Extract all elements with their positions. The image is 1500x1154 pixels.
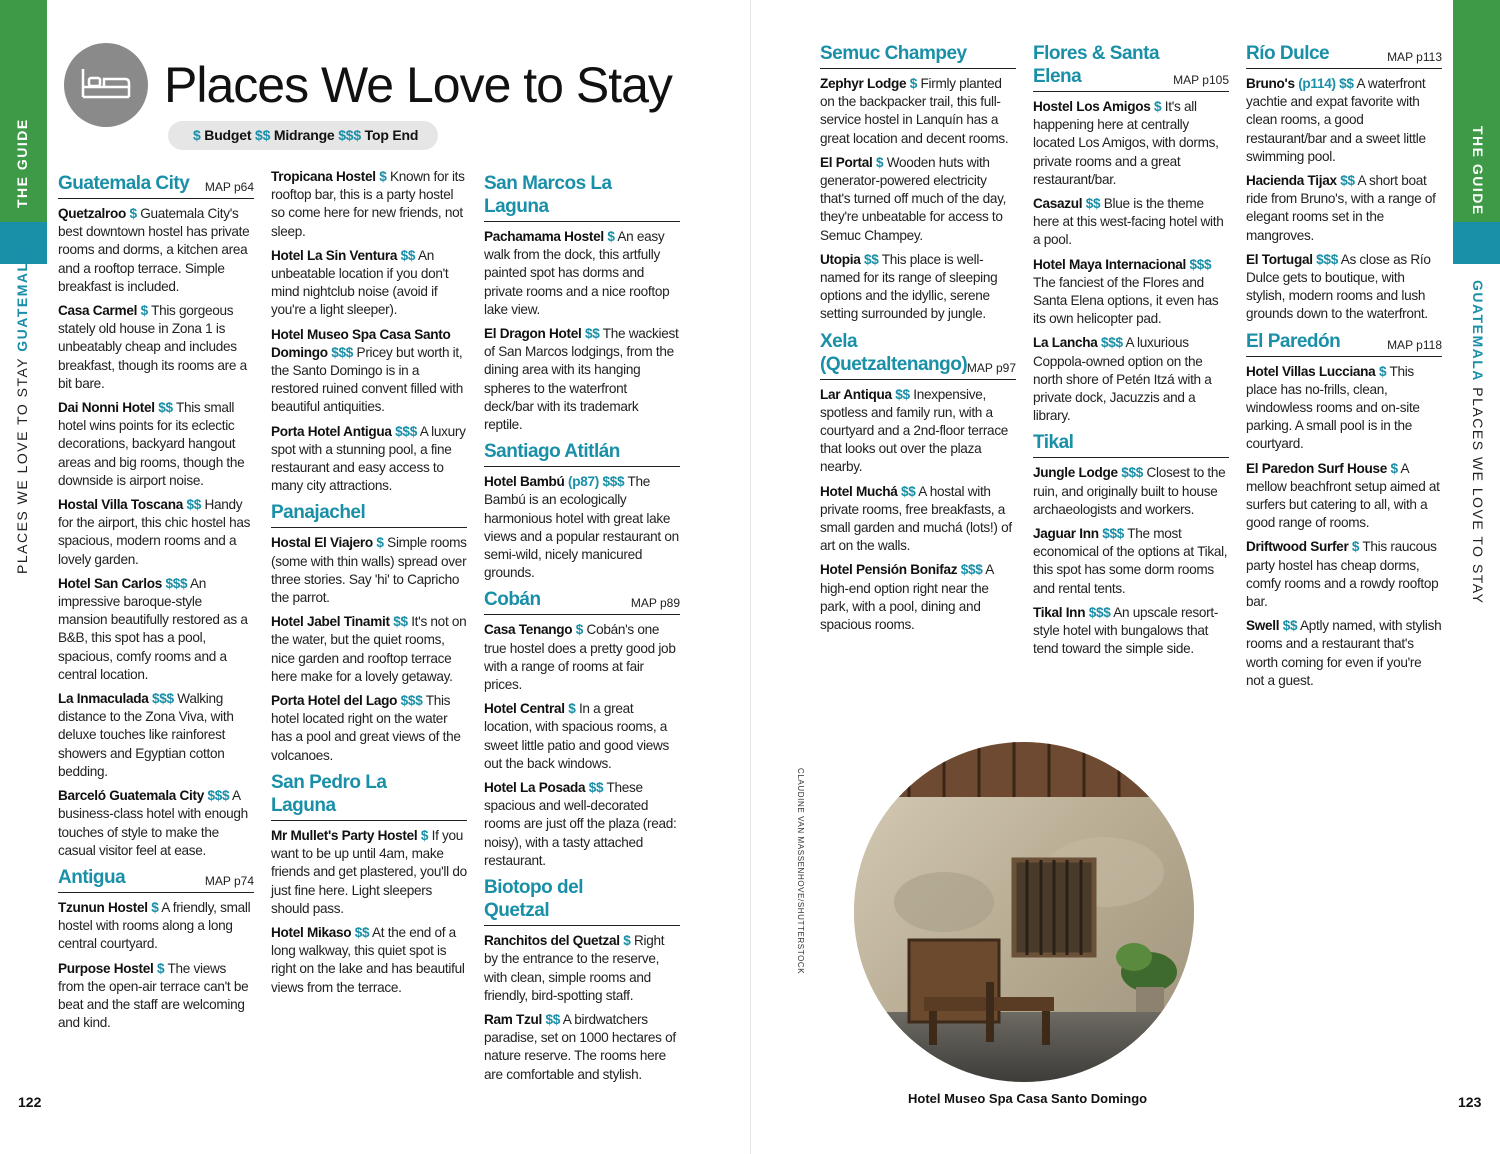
price-indicator: (p114) $$: [1298, 76, 1354, 91]
price-indicator: $: [1378, 363, 1387, 379]
region-heading: [484, 440, 680, 467]
hotel-description: A high-end option right near the park, with a pool, dining and spacious rooms.: [820, 562, 994, 633]
hotel-entry: [1033, 256, 1229, 329]
page-gutter: [750, 0, 751, 1154]
region-heading: [1033, 42, 1229, 92]
price-indicator: $$: [400, 247, 416, 263]
price-indicator: $: [379, 169, 387, 184]
region-heading: [1246, 42, 1442, 69]
hotel-name: Porta Hotel Antigua: [271, 423, 392, 439]
region-name: Panajachel: [271, 502, 366, 524]
hotel-name: Casa Carmel: [58, 303, 138, 319]
map-reference: MAP p97: [966, 360, 1016, 375]
hotel-description: Known for its rooftop bar, this is a party hostel so come here for new friends, not sleep.: [271, 169, 465, 239]
hotel-description: The wackiest of San Marcos lodgings, from the dining area with its hanging spheres to the waterfront deck/bar with its trademark reptile.: [484, 326, 679, 433]
hotel-description: As close as Río Dulce gets to boutique, with stylish, modern rooms and lush grounds down to the waterfront.: [1246, 251, 1431, 322]
hotel-name: Casazul: [1033, 196, 1083, 212]
guide-tab-accent: [1453, 222, 1500, 264]
region-name: Biotopo del Quetzal: [484, 877, 583, 922]
price-indicator: $$$: [1101, 335, 1123, 351]
hotel-name: Hotel Maya Internacional: [1033, 256, 1186, 272]
hotel-description: Walking distance to the Zona Viva, with deluxe touches like rainforest showers and Egyptian cotton bedding.: [58, 691, 234, 779]
hotel-name: Driftwood Surfer: [1246, 539, 1349, 555]
hotel-entry: [820, 251, 1016, 324]
hotel-description: This place has no-frills, clean, windowless rooms and on-site parking. A small pool is in the courtyard.: [1246, 363, 1420, 452]
hotel-name: Purpose Hostel: [58, 960, 154, 976]
photo-caption: Hotel Museo Spa Casa Santo Domingo: [908, 1091, 1148, 1106]
hotel-description: These spacious and well-decorated rooms are just off the plaza (read: noisy), with a tasty attached restaurant.: [484, 780, 677, 868]
hotel-name: Hotel La Sin Ventura: [271, 247, 398, 263]
price-indicator: $$$: [331, 344, 354, 360]
price-indicator: $: [623, 933, 631, 949]
price-indicator: $: [909, 76, 918, 91]
price-indicator: $$: [158, 400, 173, 416]
hotel-name: Hostal El Viajero: [271, 535, 373, 551]
hotel-name: La Lancha: [1033, 335, 1098, 351]
hotel-name: Barceló Guatemala City: [58, 788, 205, 804]
hotel-name: La Inmaculada: [58, 691, 149, 707]
price-indicator: $: [1390, 460, 1398, 476]
legend-mid-label: Midrange: [270, 127, 339, 143]
region-name: Flores & Santa Elena: [1033, 43, 1160, 87]
price-indicator: $$$: [1189, 256, 1212, 272]
hotel-description: An impressive baroque-style mansion beautifully restored as a B&B, this spot has a pool, spacious, comfy rooms and a central location.: [58, 575, 248, 682]
hotel-entry: [820, 561, 1016, 634]
hotel-name: Lar Antiqua: [820, 386, 892, 402]
hotel-description: A business-class hotel with enough touches of style to make the casual visitor feel at ease.: [58, 788, 248, 858]
hotel-entry: [484, 932, 680, 1005]
side-section-label: [1470, 280, 1486, 604]
hotel-entry: [271, 168, 467, 241]
hotel-name: Hotel La Posada: [484, 780, 586, 796]
hotel-entry: [58, 302, 254, 393]
price-indicator: $$: [895, 386, 910, 402]
legend-top-label: Top End: [360, 127, 419, 143]
page-number: 123: [1458, 1094, 1482, 1110]
price-indicator: $$: [545, 1011, 561, 1027]
hotel-entry: [1033, 334, 1229, 425]
region-heading: [484, 588, 680, 615]
hotel-entry: [484, 1011, 680, 1084]
hotel-name: Zephyr Lodge: [820, 76, 907, 91]
hotel-description: Pricey but worth it, the Santo Domingo is in a restored ruined convent filled with beautiful antiquities.: [271, 344, 464, 415]
region-heading: [1033, 431, 1229, 458]
hotel-entry: [1033, 464, 1229, 519]
hotel-entry: [271, 247, 467, 320]
side-section-label: [14, 250, 30, 574]
price-indicator: $$$: [1121, 465, 1144, 481]
price-indicator: $: [420, 827, 429, 843]
hotel-entry: [1246, 251, 1442, 324]
hotel-description: Closest to the ruin, and originally built to house archaeologists and workers.: [1033, 465, 1226, 517]
map-reference: MAP p89: [630, 596, 680, 611]
region-heading: [820, 42, 1016, 69]
hotel-name: Bruno's: [1246, 76, 1295, 91]
hotel-description: This small hotel wins points for its eclectic decorations, backyard hangout areas and big rooms, though the downside is airport noise.: [58, 400, 245, 488]
price-indicator: $: [1351, 539, 1360, 555]
hotel-description: At the end of a long walkway, this quiet spot is right on the lake and has beautiful views from the terrace.: [271, 924, 465, 995]
hotel-entry: [58, 575, 254, 684]
price-indicator: $$: [186, 497, 201, 513]
hotel-description: A luxury spot with a stunning pool, a fine restaurant and easy access to many city attractions.: [271, 423, 466, 494]
region-heading: [58, 172, 254, 199]
hotel-entry: [58, 960, 254, 1033]
price-legend: [168, 121, 438, 150]
hotel-name: Hotel Muchá: [820, 483, 898, 499]
hotel-entry: [271, 692, 467, 765]
hotel-entry: [484, 621, 680, 694]
region-name: Santiago Atitlán: [484, 441, 620, 463]
hotel-entry: [1246, 363, 1442, 454]
price-indicator: $$: [1085, 196, 1101, 212]
price-indicator: $$$: [400, 693, 423, 709]
hotel-entry: [271, 423, 467, 496]
region-name: Tikal: [1033, 432, 1074, 454]
region-name: Antigua: [58, 866, 126, 888]
price-indicator: $: [575, 622, 584, 638]
hotel-name: Hostal Villa Toscana: [58, 497, 183, 513]
hotel-description: A mellow beachfront setup aimed at surfers but catering to all, with a good range of rooms.: [1246, 460, 1440, 531]
hotel-entry: [484, 700, 680, 773]
hotel-entry: [271, 827, 467, 918]
price-indicator: $$: [1282, 618, 1298, 634]
hotel-name: Utopia: [820, 251, 861, 267]
hotel-description: The most economical of the options at Tikal, this spot has some dorm rooms and rental tents.: [1033, 526, 1228, 596]
hotel-description: A birdwatchers paradise, set on 1000 hectares of nature reserve. The rooms here are comfortable and stylish.: [484, 1011, 676, 1082]
price-indicator: $$$: [960, 562, 983, 578]
hotel-name: Hotel Museo Spa Casa Santo Domingo: [271, 326, 451, 360]
hotel-description: This hotel located right on the water has a pool and great views of the volcanoes.: [271, 693, 461, 763]
hotel-name: Hostel Los Amigos: [1033, 99, 1151, 114]
hotel-description: This gorgeous stately old house in Zona 1 is unbeatably cheap and includes breakfast, though its rooms are a bit bare.: [58, 303, 247, 391]
hotel-entry: [1246, 460, 1442, 533]
map-reference: MAP p105: [1173, 73, 1229, 87]
hotel-description: Blue is the theme here at this west-facing hotel with a pool.: [1033, 196, 1224, 248]
price-indicator: $$$: [152, 691, 174, 707]
price-indicator: $: [1154, 99, 1162, 114]
hotel-name: Mr Mullet's Party Hostel: [271, 827, 418, 843]
map-reference: MAP p113: [1387, 50, 1442, 64]
hotel-entry: [58, 205, 254, 296]
region-name: San Marcos La Laguna: [484, 173, 612, 217]
region-name: Semuc Champey: [820, 43, 967, 64]
hotel-name: Swell: [1246, 618, 1280, 634]
hotel-name: El Portal: [820, 154, 873, 170]
legend-top-symbol: $$$: [338, 127, 361, 143]
hotel-entry: [1033, 98, 1229, 189]
hotel-entry: [271, 613, 467, 686]
region-heading: [271, 501, 467, 528]
hotel-entry: [271, 534, 467, 607]
price-indicator: $: [140, 303, 148, 319]
hotel-entry: [58, 690, 254, 781]
hotel-name: Quetzalroo: [58, 206, 126, 221]
price-indicator: $$$: [207, 788, 230, 804]
hotel-entry: [484, 779, 680, 870]
price-indicator: $$: [588, 780, 604, 796]
price-indicator: $: [157, 960, 165, 976]
hotel-entry: [484, 473, 680, 582]
region-heading: [1246, 330, 1442, 357]
price-indicator: $: [607, 229, 615, 244]
page-number: 122: [18, 1094, 42, 1110]
hotel-name: Ram Tzul: [484, 1011, 543, 1027]
hotel-description: An upscale resort-style hotel with bungalows that tend toward the simple side.: [1033, 604, 1219, 657]
hotel-name: Hotel San Carlos: [58, 575, 162, 591]
region-heading: [484, 876, 680, 926]
hotel-name: Tikal Inn: [1033, 604, 1086, 620]
price-indicator: $$: [863, 251, 879, 267]
region-name: San Pedro La Laguna: [271, 771, 387, 816]
price-indicator: $: [875, 154, 884, 170]
price-indicator: (p87) $$$: [568, 474, 625, 490]
column-6: [1246, 38, 1442, 696]
column-2: [271, 168, 467, 1003]
hotel-entry: [820, 75, 1016, 148]
hotel-entry: [820, 483, 1016, 556]
hotel-entry: [820, 154, 1016, 245]
hotel-description: Handy for the airport, this chic hostel has spacious, modern rooms and a lovely garden.: [58, 497, 251, 567]
hotel-entry: [58, 496, 254, 569]
hotel-description: A waterfront yachtie and expat favorite with clean rooms, a good restaurant/bar and a sweet little swimming pool.: [1246, 76, 1426, 164]
hotel-name: Pachamama Hostel: [484, 229, 604, 244]
hotel-description: Inexpensive, spotless and family run, with a courtyard and a 2nd-floor terrace that looks out over the plaza nearby.: [820, 386, 1009, 475]
price-indicator: $$: [354, 924, 370, 940]
legend-mid-symbol: $$: [255, 127, 271, 143]
price-indicator: $$$: [1102, 526, 1125, 542]
hotel-name: Hotel Bambú: [484, 474, 565, 490]
hotel-description: The fanciest of the Flores and Santa Elena options, it even has its own helicopter pad.: [1033, 274, 1219, 327]
hotel-name: Jungle Lodge: [1033, 465, 1118, 481]
region-name: Guatemala City: [58, 173, 190, 194]
price-indicator: $$: [1340, 173, 1355, 189]
hotel-entry: [1246, 617, 1442, 690]
photo-credit: CLAUDINE VAN MASSENHOVE/SHUTTERSTOCK: [796, 768, 805, 975]
hotel-name: Hacienda Tijax: [1246, 173, 1337, 189]
hotel-entry: [820, 386, 1016, 477]
region-name: Cobán: [484, 589, 541, 611]
courtyard-illustration: [854, 742, 1194, 1082]
bed-icon: [64, 43, 148, 127]
legend-budget-symbol: $: [193, 127, 201, 143]
hotel-name: Casa Tenango: [484, 622, 573, 638]
side-section-prefix: PLACES WE LOVE TO STAY: [14, 351, 30, 574]
hotel-photo: [854, 742, 1194, 1082]
price-indicator: $: [568, 701, 576, 717]
hotel-name: El Tortugal: [1246, 251, 1313, 267]
hotel-description: If you want to be up until 4am, make friends and get plastered, you'll do just fine here. Light sleepers should pass.: [271, 827, 467, 916]
price-indicator: $: [129, 206, 137, 221]
hotel-entry: [1033, 195, 1229, 250]
hotel-name: Tropicana Hostel: [271, 169, 376, 184]
hotel-description: Right by the entrance to the reserve, with clean, simple rooms and friendly, bird-spotting staff.: [484, 933, 665, 1003]
hotel-name: Jaguar Inn: [1033, 526, 1099, 542]
price-indicator: $$$: [165, 575, 188, 591]
hotel-description: A short boat ride from Bruno's, with a range of elegant rooms set in the mangroves.: [1246, 173, 1436, 243]
region-heading: [271, 771, 467, 821]
hotel-description: A friendly, small hostel with rooms along a long central courtyard.: [58, 899, 251, 952]
region-name: El Paredón: [1246, 330, 1341, 352]
hotel-entry: [271, 326, 467, 417]
map-reference: MAP p74: [204, 873, 254, 888]
region-heading: [58, 866, 254, 893]
side-section-highlight: GUATEMALA: [14, 249, 30, 352]
region-name: Río Dulce: [1246, 43, 1330, 64]
hotel-description: An unbeatable location if you don't mind nightclub noise (avoid if you're a light sleeper).: [271, 247, 449, 318]
hotel-name: El Dragon Hotel: [484, 326, 582, 342]
hotel-name: Hotel Central: [484, 701, 565, 717]
side-section-highlight: GUATEMALA: [1470, 280, 1486, 382]
price-indicator: $$: [901, 483, 916, 499]
price-indicator: $: [376, 535, 384, 551]
hotel-description: Guatemala City's best downtown hostel has private rooms and dorms, a kitchen area and a rooftop terrace. Simple breakfast is included.: [58, 206, 250, 294]
column-1: [58, 168, 254, 1038]
hotel-entry: [1246, 75, 1442, 166]
column-4: [820, 38, 1016, 640]
hotel-name: Porta Hotel del Lago: [271, 693, 398, 709]
hotel-description: This place is well-named for its range of sleeping options and the idyllic, serene setting surrounded by jungle.: [820, 251, 998, 322]
map-reference: MAP p64: [204, 180, 254, 194]
hotel-description: In a great location, with spacious rooms, a sweet little patio and good views out the back windows.: [484, 701, 670, 771]
guide-tab-label: THE GUIDE: [1470, 126, 1486, 216]
hotel-entry: [1033, 525, 1229, 598]
page-title: Places We Love to Stay: [164, 57, 672, 113]
hotel-entry: [58, 787, 254, 860]
price-indicator: $$: [393, 614, 408, 630]
region-name: Xela (Quetzaltenango): [820, 330, 968, 375]
hotel-description: Aptly named, with stylish rooms and a restaurant that's worth coming for even if you're not a guest.: [1246, 618, 1442, 688]
hotel-description: The Bambú is an ecologically harmonious hotel with great lake views and a popular restaurant on semi-wild, nicely manicured grounds.: [484, 474, 679, 581]
price-indicator: $$: [584, 326, 600, 342]
column-3: [484, 168, 680, 1090]
legend-budget-label: Budget: [200, 127, 255, 143]
price-indicator: $$$: [1316, 251, 1338, 267]
hotel-description: Simple rooms (some with thin walls) spread over three stories. Say 'hi' to Capricho the parrot.: [271, 535, 467, 606]
hotel-description: Cobán's one true hostel does a pretty good job with a range of rooms at fair prices.: [484, 622, 676, 693]
region-heading: [820, 330, 1016, 380]
hotel-description: It's all happening here at centrally located Los Amigos, with dorms, private rooms and a great restaurant/bar.: [1033, 99, 1219, 187]
price-indicator: $$$: [1088, 604, 1111, 620]
hotel-entry: [484, 325, 680, 434]
hotel-entry: [58, 899, 254, 954]
hotel-name: Tzunun Hostel: [58, 899, 148, 915]
column-5: [1033, 38, 1229, 664]
hotel-description: Firmly planted on the backpacker trail, this full-service hostel in Lanquín has a great location and decent rooms.: [820, 76, 1009, 146]
hotel-name: Dai Nonni Hotel: [58, 400, 155, 416]
region-heading: [484, 172, 680, 222]
hotel-name: El Paredon Surf House: [1246, 460, 1387, 476]
hotel-description: It's not on the water, but the quiet rooms, nice garden and rooftop terrace here make for a lovely getaway.: [271, 614, 467, 684]
hotel-description: This raucous party hostel has cheap dorms, comfy rooms and a rowdy rooftop bar.: [1246, 539, 1439, 610]
hotel-entry: [1246, 538, 1442, 611]
hotel-entry: [271, 924, 467, 997]
hotel-entry: [484, 228, 680, 319]
hotel-entry: [1246, 172, 1442, 245]
hotel-name: Hotel Pensión Bonifaz: [820, 562, 958, 578]
hotel-name: Ranchitos del Quetzal: [484, 933, 620, 949]
hotel-description: The views from the open-air terrace can't be beat and the staff are welcoming and kind.: [58, 960, 249, 1031]
hotel-name: Hotel Mikaso: [271, 924, 352, 940]
hotel-description: Wooden huts with generator-powered electricity that's turned off much of the day, they're unbeatable for access to Semuc Champey.: [820, 154, 1007, 243]
hotel-description: An easy walk from the dock, this artfully painted spot has dorms and private rooms and a nice rooftop lake view.: [484, 229, 670, 317]
hotel-name: Hotel Jabel Tinamit: [271, 614, 390, 630]
map-reference: MAP p118: [1387, 337, 1442, 352]
hotel-description: A hostal with private rooms, free breakfasts, a small garden and muchá (lots!) of art on the walls.: [820, 483, 1012, 554]
price-indicator: $$$: [395, 423, 417, 439]
hotel-entry: [1033, 604, 1229, 659]
hotel-description: A luxurious Coppola-owned option on the north shore of Petén Itzá with a private dock, Jacuzzis and a library.: [1033, 335, 1212, 424]
hotel-entry: [58, 399, 254, 490]
price-indicator: $: [151, 899, 159, 915]
side-section-suffix: PLACES WE LOVE TO STAY: [1470, 381, 1486, 605]
guide-tab-label: THE GUIDE: [14, 118, 30, 208]
hotel-name: Hotel Villas Lucciana: [1246, 363, 1376, 379]
